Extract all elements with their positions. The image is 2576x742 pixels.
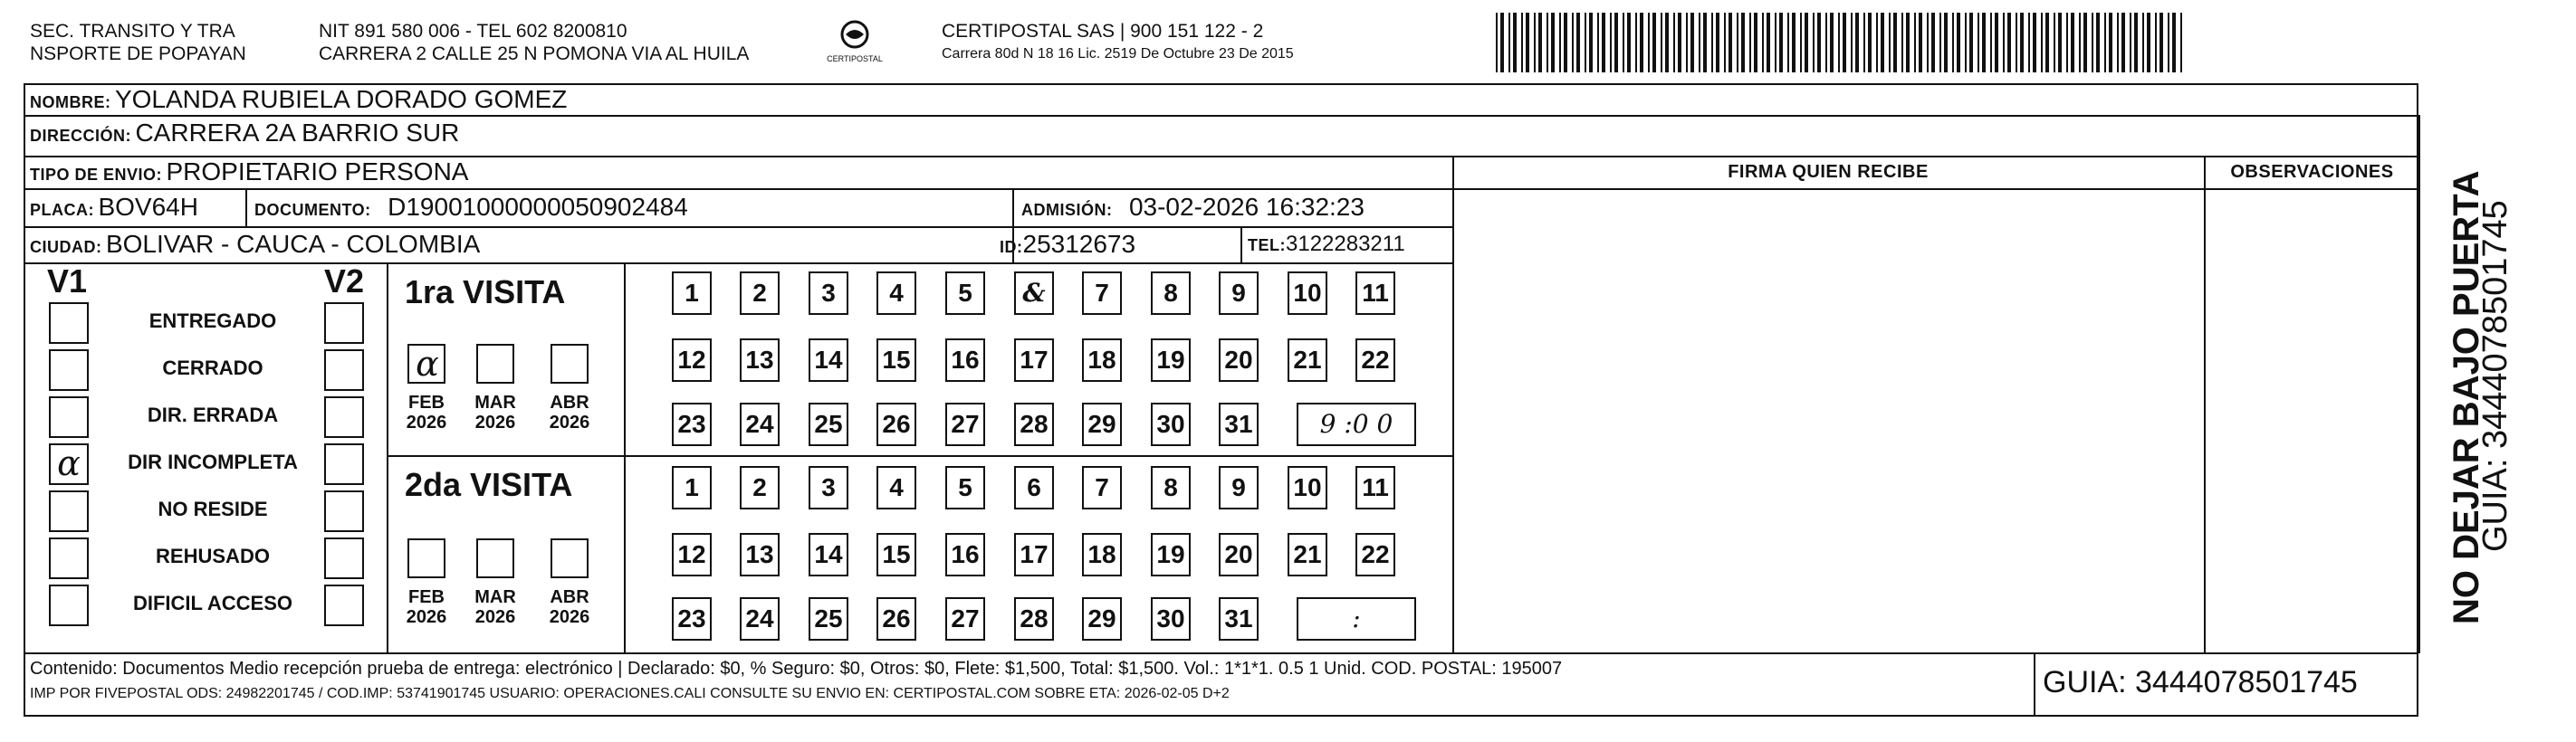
day-box[interactable]: 11 bbox=[1355, 271, 1395, 315]
barcode-bar bbox=[1690, 13, 1694, 72]
month-year: 2026 bbox=[549, 607, 590, 627]
contenido-text: Contenido: Documentos Medio recepción prueba de entrega: electrónico | Declarado: $0, % Seguro: $0, Otros: $0, Flete: $1,500, Total: $1,500. Vol.: 1*1*1. 0.5 1 Unid. COD. POSTAL: 195007 bbox=[30, 659, 1563, 679]
barcode-bar bbox=[2159, 13, 2163, 72]
status-option-label: DIR. ERRADA bbox=[147, 404, 279, 426]
v1-checkbox[interactable] bbox=[49, 490, 89, 532]
barcode-bar bbox=[1716, 13, 1719, 72]
day-box[interactable]: 7 bbox=[1082, 271, 1122, 315]
barcode-bar bbox=[2071, 13, 2074, 72]
status-option-label: DIFICIL ACCESO bbox=[132, 592, 292, 614]
day-box[interactable]: 1 bbox=[672, 466, 712, 509]
barcode-bar bbox=[1881, 13, 1884, 72]
barcode-bar bbox=[2016, 13, 2017, 72]
barcode-bar bbox=[1889, 13, 1891, 72]
month-name: ABR bbox=[550, 587, 589, 607]
day-box[interactable]: 17 bbox=[1014, 533, 1054, 576]
observations-header: OBSERVACIONES bbox=[2230, 162, 2394, 182]
barcode-bar bbox=[2054, 13, 2055, 72]
v1-checkbox[interactable] bbox=[49, 349, 89, 391]
month-name: MAR bbox=[474, 393, 516, 413]
status-option-label: DIR INCOMPLETA bbox=[128, 451, 298, 473]
barcode-bar bbox=[1775, 13, 1776, 72]
day-box[interactable]: 17 bbox=[1014, 338, 1054, 382]
day-box[interactable]: 30 bbox=[1151, 597, 1191, 641]
barcode-bar bbox=[1699, 13, 1700, 72]
barcode-bar bbox=[1500, 13, 1504, 72]
barcode-bar bbox=[2147, 13, 2150, 72]
day-box[interactable]: 30 bbox=[1151, 403, 1191, 446]
barcode-bar bbox=[1944, 13, 1948, 72]
day-box[interactable]: 24 bbox=[740, 403, 780, 446]
barcode-bar bbox=[1496, 13, 1498, 72]
side-warning bbox=[2419, 118, 2486, 661]
barcode-bar bbox=[2092, 13, 2093, 72]
barcode-bar bbox=[2003, 13, 2005, 72]
day-box[interactable]: 25 bbox=[809, 403, 848, 446]
month-checkbox[interactable] bbox=[407, 538, 445, 578]
month-label bbox=[542, 587, 597, 627]
day-box[interactable]: 22 bbox=[1355, 533, 1395, 576]
month-year: 2026 bbox=[474, 413, 516, 433]
v1-checkbox[interactable] bbox=[49, 585, 89, 626]
barcode-bar bbox=[1901, 13, 1903, 72]
barcode-bar bbox=[1876, 13, 1878, 72]
side-guia-text: GUIA: 3444078501745 bbox=[2476, 200, 2514, 552]
month-name: FEB bbox=[408, 393, 445, 413]
direccion-label: DIRECCIÓN: bbox=[30, 127, 131, 145]
day-box[interactable]: 16 bbox=[945, 533, 985, 576]
day-box[interactable]: 29 bbox=[1082, 597, 1122, 641]
barcode-bar bbox=[1729, 13, 1732, 72]
barcode-bar bbox=[2020, 13, 2024, 72]
day-box[interactable]: 28 bbox=[1014, 403, 1054, 446]
direccion-row bbox=[30, 117, 459, 149]
org-name: SEC. TRANSITO Y TRA NSPORTE DE POPAYAN bbox=[30, 21, 246, 64]
day-box[interactable]: 31 bbox=[1219, 403, 1259, 446]
day-box[interactable]: 9 bbox=[1219, 271, 1259, 315]
barcode-bar bbox=[1965, 13, 1967, 72]
day-box[interactable]: 27 bbox=[945, 403, 985, 446]
month-mark: α bbox=[416, 344, 439, 384]
barcode-bar bbox=[1982, 13, 1986, 72]
id-field: ID:25312673 bbox=[1000, 230, 1136, 258]
barcode-bar bbox=[1678, 13, 1681, 72]
tipo-label: TIPO DE ENVIO: bbox=[30, 166, 163, 184]
barcode-bar bbox=[2028, 13, 2030, 72]
barcode-bar bbox=[1767, 13, 1770, 72]
month-label bbox=[468, 393, 522, 433]
barcode-bar bbox=[2079, 13, 2081, 72]
day-box[interactable]: 26 bbox=[876, 597, 916, 641]
month-checkbox[interactable] bbox=[476, 344, 514, 384]
barcode-bar bbox=[1741, 13, 1745, 72]
barcode-bar bbox=[1800, 13, 1802, 72]
barcode-bar bbox=[2007, 13, 2011, 72]
barcode-bar bbox=[1868, 13, 1872, 72]
side-guia bbox=[2476, 118, 2531, 661]
no-dejar-bajo-puerta: NO DEJAR BAJO PUERTA bbox=[2447, 170, 2486, 624]
barcode-bar bbox=[1977, 13, 1979, 72]
day-box[interactable]: 13 bbox=[740, 338, 780, 382]
admision-field: ADMISIÓN: 03-02-2026 16:32:23 bbox=[1021, 193, 1365, 221]
barcode-bar bbox=[1825, 13, 1827, 72]
v1-checkbox[interactable] bbox=[49, 537, 89, 579]
barcode-bar bbox=[1526, 13, 1529, 72]
day-box[interactable]: 5 bbox=[945, 271, 985, 315]
barcode-bar bbox=[1838, 13, 1840, 72]
nombre-label: NOMBRE: bbox=[30, 93, 111, 111]
tipo-envio-row bbox=[30, 156, 468, 188]
day-box[interactable]: 19 bbox=[1151, 338, 1191, 382]
barcode-bar bbox=[2155, 13, 2157, 72]
day-box[interactable]: 28 bbox=[1014, 597, 1054, 641]
barcode-bar bbox=[1610, 13, 1612, 72]
barcode-bar bbox=[1547, 13, 1548, 72]
day-box[interactable]: 2 bbox=[740, 271, 780, 315]
barcode-bar bbox=[1576, 13, 1580, 72]
day-box[interactable]: 18 bbox=[1082, 533, 1122, 576]
day-box[interactable]: 20 bbox=[1219, 533, 1259, 576]
barcode-bar bbox=[1906, 13, 1910, 72]
day-box[interactable]: 14 bbox=[809, 533, 848, 576]
barcode-bar bbox=[1602, 13, 1605, 72]
nit-address: NIT 891 580 006 - TEL 602 8200810 CARRERA 2 CALLE 25 N POMONA VIA AL HUILA bbox=[319, 21, 750, 64]
barcode-bar bbox=[1843, 13, 1846, 72]
month-checkbox[interactable] bbox=[476, 538, 514, 578]
certipostal-logo bbox=[826, 16, 884, 67]
day-box[interactable]: 20 bbox=[1219, 338, 1259, 382]
month-checkbox[interactable] bbox=[407, 344, 445, 384]
day-box[interactable]: 18 bbox=[1082, 338, 1122, 382]
barcode-bar bbox=[2041, 13, 2043, 72]
barcode-bar bbox=[1711, 13, 1713, 72]
barcode-bar bbox=[1652, 13, 1656, 72]
barcode-bar bbox=[1787, 13, 1789, 72]
barcode-bar bbox=[1855, 13, 1859, 72]
barcode-bar bbox=[1724, 13, 1726, 72]
footer-guia: GUIA: 3444078501745 bbox=[2043, 665, 2358, 699]
time-box[interactable]: : bbox=[1297, 597, 1416, 641]
nombre-value: YOLANDA RUBIELA DORADO GOMEZ bbox=[114, 85, 568, 113]
day-box[interactable]: 22 bbox=[1355, 338, 1395, 382]
day-box[interactable]: 15 bbox=[876, 338, 916, 382]
barcode-bar bbox=[2045, 13, 2049, 72]
barcode-bar bbox=[1762, 13, 1764, 72]
day-box[interactable]: 5 bbox=[945, 466, 985, 509]
barcode-bar bbox=[1805, 13, 1808, 72]
barcode-bar bbox=[1508, 13, 1510, 72]
visit1-title: 1ra VISITA bbox=[405, 273, 566, 310]
day-box[interactable]: 27 bbox=[945, 597, 985, 641]
ciudad-field: CIUDAD: BOLIVAR - CAUCA - COLOMBIA bbox=[30, 230, 481, 258]
barcode-bar bbox=[1673, 13, 1675, 72]
barcode-bar bbox=[1749, 13, 1751, 72]
day-box[interactable]: 12 bbox=[672, 338, 712, 382]
v2-checkbox[interactable] bbox=[324, 443, 364, 485]
barcode-bar bbox=[1635, 13, 1637, 72]
barcode-bar bbox=[2134, 13, 2138, 72]
barcode-bar bbox=[1990, 13, 1992, 72]
day-box[interactable]: 31 bbox=[1219, 597, 1259, 641]
barcode-bar bbox=[1914, 13, 1916, 72]
documento-field: DOCUMENTO: D19001000000050902484 bbox=[254, 193, 688, 221]
day-box[interactable]: 7 bbox=[1082, 466, 1122, 509]
month-checkbox[interactable] bbox=[551, 344, 589, 384]
barcode-bar bbox=[2096, 13, 2100, 72]
barcode-bar bbox=[1640, 13, 1643, 72]
tipo-value: PROPIETARIO PERSONA bbox=[166, 157, 469, 186]
barcode-bar bbox=[1919, 13, 1922, 72]
month-label bbox=[399, 587, 454, 627]
month-year: 2026 bbox=[406, 413, 447, 433]
v2-checkbox[interactable] bbox=[324, 349, 364, 391]
placa-field: PLACA: BOV64H bbox=[30, 193, 198, 221]
barcode-bar bbox=[1597, 13, 1599, 72]
barcode-bar bbox=[1648, 13, 1650, 72]
status-option-label: NO RESIDE bbox=[158, 498, 268, 520]
day-box[interactable]: 19 bbox=[1151, 533, 1191, 576]
month-name: FEB bbox=[408, 587, 445, 607]
day-box[interactable]: 23 bbox=[672, 403, 712, 446]
barcode-bar bbox=[1564, 13, 1567, 72]
day-box[interactable]: 15 bbox=[876, 533, 916, 576]
day-box[interactable]: 4 bbox=[876, 271, 916, 315]
barcode-bar bbox=[2130, 13, 2131, 72]
v2-checkbox[interactable] bbox=[324, 490, 364, 532]
direccion-value: CARRERA 2A BARRIO SUR bbox=[135, 119, 460, 147]
carrier-info: CERTIPOSTAL SAS | 900 151 122 - 2 Carrera 80d N 18 16 Lic. 2519 De Octubre 23 De 2015 bbox=[942, 21, 1294, 62]
barcode-bar bbox=[1969, 13, 1973, 72]
barcode-bar bbox=[1957, 13, 1960, 72]
barcode-bar bbox=[1893, 13, 1897, 72]
day-box[interactable]: 12 bbox=[672, 533, 712, 576]
day-box[interactable]: 16 bbox=[945, 338, 985, 382]
v2-checkbox[interactable] bbox=[324, 396, 364, 438]
tel-field: TEL:3122283211 bbox=[1248, 232, 1405, 256]
day-box[interactable]: 8 bbox=[1151, 271, 1191, 315]
v2-checkbox[interactable] bbox=[324, 585, 364, 626]
barcode-bar bbox=[1534, 13, 1536, 72]
v1-checkbox[interactable] bbox=[49, 396, 89, 438]
nombre-row bbox=[30, 83, 567, 116]
month-name: MAR bbox=[474, 587, 516, 607]
day-box[interactable]: 29 bbox=[1082, 403, 1122, 446]
barcode-bar bbox=[2168, 13, 2169, 72]
time-box[interactable]: 9 :0 0 bbox=[1297, 403, 1416, 446]
barcode-bar bbox=[2180, 13, 2182, 72]
barcode-bar bbox=[1813, 13, 1815, 72]
barcode-bar bbox=[1851, 13, 1853, 72]
month-name: ABR bbox=[550, 393, 589, 413]
v1-mark: α bbox=[57, 443, 81, 483]
barcode-bar bbox=[1817, 13, 1821, 72]
barcode-bar bbox=[2117, 13, 2119, 72]
day-box[interactable]: 25 bbox=[809, 597, 848, 641]
day-box[interactable]: 10 bbox=[1288, 271, 1327, 315]
barcode bbox=[1496, 13, 2188, 72]
day-box[interactable]: 1 bbox=[672, 271, 712, 315]
imp-text: IMP POR FIVEPOSTAL ODS: 24982201745 / COD.IMP: 53741901745 USUARIO: OPERACIONES.CALI CONSULTE SU ENVIO EN: CERTIPOSTAL.COM SOBRE ETA: 2026-02-05 D+2 bbox=[30, 686, 1230, 701]
barcode-bar bbox=[1931, 13, 1935, 72]
day-box[interactable]: 21 bbox=[1288, 533, 1327, 576]
barcode-bar bbox=[1513, 13, 1517, 72]
v2-checkbox[interactable] bbox=[324, 537, 364, 579]
barcode-bar bbox=[1572, 13, 1574, 72]
day-box[interactable]: 8 bbox=[1151, 466, 1191, 509]
v1-checkbox[interactable] bbox=[49, 443, 89, 485]
day-box[interactable]: 21 bbox=[1288, 338, 1327, 382]
barcode-bar bbox=[1863, 13, 1865, 72]
v2-header: V2 bbox=[324, 262, 365, 300]
day-box[interactable]: 4 bbox=[876, 466, 916, 509]
barcode-bar bbox=[2104, 13, 2106, 72]
barcode-bar bbox=[2142, 13, 2144, 72]
status-option-label: REHUSADO bbox=[156, 545, 270, 567]
barcode-bar bbox=[1927, 13, 1929, 72]
barcode-bar bbox=[1538, 13, 1542, 72]
barcode-bar bbox=[1779, 13, 1783, 72]
barcode-bar bbox=[1952, 13, 1954, 72]
barcode-bar bbox=[1585, 13, 1586, 72]
barcode-bar bbox=[1521, 13, 1523, 72]
month-label bbox=[468, 587, 522, 627]
day-box[interactable]: 26 bbox=[876, 403, 916, 446]
barcode-bar bbox=[1551, 13, 1555, 72]
month-year: 2026 bbox=[474, 607, 516, 627]
month-year: 2026 bbox=[406, 607, 447, 627]
month-checkbox[interactable] bbox=[551, 538, 589, 578]
barcode-bar bbox=[1939, 13, 1941, 72]
barcode-bar bbox=[2172, 13, 2176, 72]
day-box[interactable]: & bbox=[1014, 271, 1054, 315]
barcode-bar bbox=[1754, 13, 1757, 72]
barcode-bar bbox=[1737, 13, 1738, 72]
barcode-bar bbox=[2058, 13, 2062, 72]
day-box[interactable]: 23 bbox=[672, 597, 712, 641]
day-box[interactable]: 11 bbox=[1355, 466, 1395, 509]
barcode-bar bbox=[1995, 13, 1998, 72]
barcode-bar bbox=[2109, 13, 2112, 72]
barcode-bar bbox=[2066, 13, 2068, 72]
day-box[interactable]: 3 bbox=[809, 271, 848, 315]
barcode-bar bbox=[1623, 13, 1624, 72]
v1-header: V1 bbox=[47, 262, 88, 300]
barcode-bar bbox=[1559, 13, 1561, 72]
month-label bbox=[399, 393, 454, 433]
day-box[interactable]: 6 bbox=[1014, 466, 1054, 509]
barcode-bar bbox=[1792, 13, 1796, 72]
month-label bbox=[542, 393, 597, 433]
barcode-bar bbox=[2121, 13, 2125, 72]
barcode-bar bbox=[1830, 13, 1834, 72]
day-box[interactable]: 14 bbox=[809, 338, 848, 382]
visit2-title: 2da VISITA bbox=[405, 466, 573, 503]
day-box[interactable]: 2 bbox=[740, 466, 780, 509]
barcode-bar bbox=[2083, 13, 2087, 72]
barcode-bar bbox=[1589, 13, 1593, 72]
v2-checkbox[interactable] bbox=[324, 302, 364, 344]
v1-checkbox[interactable] bbox=[49, 302, 89, 344]
barcode-bar bbox=[1627, 13, 1631, 72]
barcode-bar bbox=[1661, 13, 1662, 72]
day-box[interactable]: 3 bbox=[809, 466, 848, 509]
barcode-bar bbox=[1614, 13, 1618, 72]
svg-text:CERTIPOSTAL: CERTIPOSTAL bbox=[827, 54, 883, 63]
barcode-bar bbox=[2033, 13, 2036, 72]
barcode-bar bbox=[1686, 13, 1688, 72]
status-option-label: CERRADO bbox=[162, 357, 263, 379]
signature-header: FIRMA QUIEN RECIBE bbox=[1728, 162, 1929, 182]
month-year: 2026 bbox=[549, 413, 590, 433]
day-box[interactable]: 13 bbox=[740, 533, 780, 576]
day-box[interactable]: 9 bbox=[1219, 466, 1259, 509]
day-box[interactable]: 24 bbox=[740, 597, 780, 641]
barcode-bar bbox=[1665, 13, 1669, 72]
status-option-label: ENTREGADO bbox=[148, 309, 277, 332]
day-box[interactable]: 10 bbox=[1288, 466, 1327, 509]
barcode-bar bbox=[1703, 13, 1707, 72]
